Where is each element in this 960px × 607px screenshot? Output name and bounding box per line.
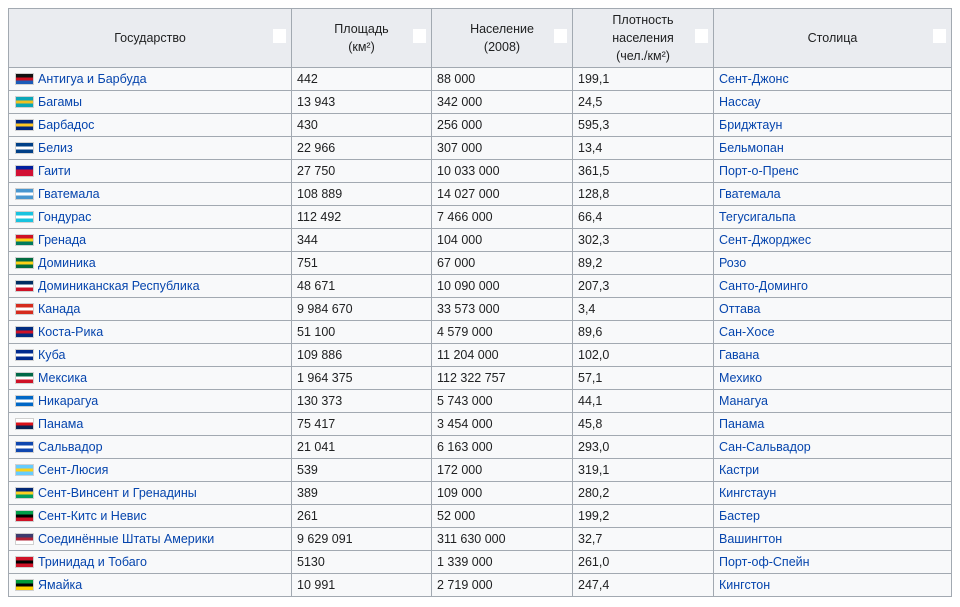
- header-text: (2008): [483, 40, 521, 54]
- table-row: [9, 114, 952, 137]
- country-link[interactable]: Сент-Китс и Невис: [38, 509, 147, 523]
- country-cell: [9, 482, 292, 505]
- table-body: [9, 68, 952, 597]
- capital-cell: [714, 505, 952, 528]
- country-link[interactable]: Сент-Винсент и Гренадины: [38, 486, 197, 500]
- column-header-label: [114, 29, 186, 47]
- population-cell: 52 000: [432, 505, 573, 528]
- area-cell: 51 100: [292, 321, 432, 344]
- column-header-label: [808, 29, 858, 47]
- population-cell: 342 000: [432, 91, 573, 114]
- country-flag-icon: [15, 73, 34, 85]
- country-link[interactable]: Гватемала: [38, 187, 100, 201]
- capital-link[interactable]: Кингстаун: [719, 486, 777, 500]
- area-cell: 539: [292, 459, 432, 482]
- country-link[interactable]: Куба: [38, 348, 66, 362]
- country-link[interactable]: Доминика: [38, 256, 96, 270]
- country-flag-icon: [15, 165, 34, 177]
- capital-link[interactable]: Тегусигальпа: [719, 210, 796, 224]
- capital-cell: [714, 91, 952, 114]
- density-cell: 57,1: [573, 367, 714, 390]
- header-text: Государство: [114, 31, 186, 45]
- area-cell: 22 966: [292, 137, 432, 160]
- capital-cell: [714, 367, 952, 390]
- population-cell: 33 573 000: [432, 298, 573, 321]
- country-link[interactable]: Тринидад и Тобаго: [38, 555, 147, 569]
- country-cell: [9, 91, 292, 114]
- table-row: [9, 137, 952, 160]
- population-cell: 2 719 000: [432, 574, 573, 597]
- header-text: (км²): [348, 40, 375, 54]
- sort-toggle-icon[interactable]: [554, 29, 567, 43]
- country-flag-icon: [15, 234, 34, 246]
- country-cell: [9, 252, 292, 275]
- population-cell: 109 000: [432, 482, 573, 505]
- country-cell: [9, 321, 292, 344]
- population-cell: 11 204 000: [432, 344, 573, 367]
- country-link[interactable]: Белиз: [38, 141, 73, 155]
- density-cell: 261,0: [573, 551, 714, 574]
- country-cell: [9, 229, 292, 252]
- table-row: [9, 413, 952, 436]
- country-link[interactable]: Соединённые Штаты Америки: [38, 532, 215, 546]
- country-flag-icon: [15, 188, 34, 200]
- country-flag-icon: [15, 510, 34, 522]
- countries-table: [8, 8, 952, 597]
- header-row: [9, 9, 952, 68]
- country-cell: [9, 528, 292, 551]
- country-cell: [9, 551, 292, 574]
- population-cell: 256 000: [432, 114, 573, 137]
- country-cell: [9, 436, 292, 459]
- capital-link[interactable]: Сент-Джонс: [719, 72, 789, 86]
- area-cell: 21 041: [292, 436, 432, 459]
- capital-link[interactable]: Порт-о-Пренс: [719, 164, 799, 178]
- country-cell: [9, 413, 292, 436]
- density-cell: 319,1: [573, 459, 714, 482]
- capital-link[interactable]: Мехико: [719, 371, 763, 385]
- country-flag-icon: [15, 464, 34, 476]
- density-cell: 280,2: [573, 482, 714, 505]
- population-cell: 67 000: [432, 252, 573, 275]
- country-flag-icon: [15, 303, 34, 315]
- country-flag-icon: [15, 326, 34, 338]
- density-cell: 595,3: [573, 114, 714, 137]
- country-link[interactable]: Багамы: [38, 95, 82, 109]
- density-cell: 102,0: [573, 344, 714, 367]
- density-cell: 89,6: [573, 321, 714, 344]
- density-cell: 128,8: [573, 183, 714, 206]
- country-cell: [9, 183, 292, 206]
- header-text: населения: [612, 31, 674, 45]
- capital-link[interactable]: Гватемала: [719, 187, 781, 201]
- country-flag-icon: [15, 395, 34, 407]
- area-cell: 9 984 670: [292, 298, 432, 321]
- density-cell: 66,4: [573, 206, 714, 229]
- country-cell: [9, 137, 292, 160]
- area-cell: 9 629 091: [292, 528, 432, 551]
- country-link[interactable]: Гондурас: [38, 210, 92, 224]
- capital-cell: [714, 482, 952, 505]
- capital-link[interactable]: Порт-оф-Спейн: [719, 555, 810, 569]
- density-cell: 293,0: [573, 436, 714, 459]
- capital-cell: [714, 68, 952, 91]
- area-cell: 1 964 375: [292, 367, 432, 390]
- capital-link[interactable]: Санто-Доминго: [719, 279, 808, 293]
- capital-cell: [714, 137, 952, 160]
- country-cell: [9, 298, 292, 321]
- density-cell: 361,5: [573, 160, 714, 183]
- area-cell: 112 492: [292, 206, 432, 229]
- population-cell: 88 000: [432, 68, 573, 91]
- country-link[interactable]: Барбадос: [38, 118, 95, 132]
- country-cell: [9, 160, 292, 183]
- capital-link[interactable]: Манагуа: [719, 394, 768, 408]
- table-row: [9, 390, 952, 413]
- capital-link[interactable]: Бастер: [719, 509, 760, 523]
- country-flag-icon: [15, 579, 34, 591]
- density-cell: 199,2: [573, 505, 714, 528]
- country-link[interactable]: Сальвадор: [38, 440, 103, 454]
- capital-cell: [714, 229, 952, 252]
- population-cell: 10 090 000: [432, 275, 573, 298]
- capital-cell: [714, 344, 952, 367]
- area-cell: 27 750: [292, 160, 432, 183]
- capital-cell: [714, 551, 952, 574]
- population-cell: 4 579 000: [432, 321, 573, 344]
- density-cell: 3,4: [573, 298, 714, 321]
- column-header-label: [470, 20, 534, 56]
- table-row: [9, 505, 952, 528]
- country-flag-icon: [15, 96, 34, 108]
- country-flag-icon: [15, 533, 34, 545]
- country-link[interactable]: Сент-Люсия: [38, 463, 109, 477]
- country-link[interactable]: Гренада: [38, 233, 87, 247]
- country-cell: [9, 275, 292, 298]
- country-flag-icon: [15, 418, 34, 430]
- table-row: [9, 252, 952, 275]
- table-row: [9, 344, 952, 367]
- density-cell: 207,3: [573, 275, 714, 298]
- capital-cell: [714, 206, 952, 229]
- capital-cell: [714, 574, 952, 597]
- table-row: [9, 528, 952, 551]
- country-flag-icon: [15, 211, 34, 223]
- capital-cell: [714, 252, 952, 275]
- population-cell: 14 027 000: [432, 183, 573, 206]
- table-row: [9, 206, 952, 229]
- column-header-label: [612, 11, 674, 65]
- column-header-label: [334, 20, 388, 56]
- capital-cell: [714, 321, 952, 344]
- area-cell: 389: [292, 482, 432, 505]
- country-cell: [9, 206, 292, 229]
- country-cell: [9, 574, 292, 597]
- density-cell: 44,1: [573, 390, 714, 413]
- capital-link[interactable]: Сент-Джорджес: [719, 233, 812, 247]
- table-row: [9, 183, 952, 206]
- table-row: [9, 298, 952, 321]
- density-cell: 199,1: [573, 68, 714, 91]
- table-row: [9, 68, 952, 91]
- capital-link[interactable]: Кингстон: [719, 578, 771, 592]
- header-text: Площадь: [334, 22, 389, 36]
- country-cell: [9, 114, 292, 137]
- table-row: [9, 459, 952, 482]
- area-cell: 430: [292, 114, 432, 137]
- population-cell: 104 000: [432, 229, 573, 252]
- capital-cell: [714, 183, 952, 206]
- capital-cell: [714, 528, 952, 551]
- density-cell: 89,2: [573, 252, 714, 275]
- capital-link[interactable]: Оттава: [719, 302, 761, 316]
- table-row: [9, 275, 952, 298]
- capital-cell: [714, 436, 952, 459]
- population-cell: 6 163 000: [432, 436, 573, 459]
- capital-cell: [714, 114, 952, 137]
- capital-cell: [714, 275, 952, 298]
- capital-link[interactable]: Сан-Хосе: [719, 325, 775, 339]
- sort-toggle-icon[interactable]: [695, 29, 708, 43]
- capital-link[interactable]: Кастри: [719, 463, 760, 477]
- table-row: [9, 436, 952, 459]
- area-cell: 75 417: [292, 413, 432, 436]
- population-cell: 112 322 757: [432, 367, 573, 390]
- country-link[interactable]: Доминиканская Республика: [38, 279, 200, 293]
- capital-link[interactable]: Розо: [719, 256, 747, 270]
- area-cell: 13 943: [292, 91, 432, 114]
- header-text: Столица: [807, 31, 858, 45]
- capital-cell: [714, 459, 952, 482]
- capital-link[interactable]: Сан-Сальвадор: [719, 440, 811, 454]
- area-cell: 261: [292, 505, 432, 528]
- country-cell: [9, 390, 292, 413]
- country-flag-icon: [15, 349, 34, 361]
- area-cell: 344: [292, 229, 432, 252]
- capital-cell: [714, 298, 952, 321]
- country-cell: [9, 367, 292, 390]
- table-row: [9, 160, 952, 183]
- capital-link[interactable]: Бельмопан: [719, 141, 784, 155]
- capital-cell: [714, 413, 952, 436]
- country-cell: [9, 459, 292, 482]
- density-cell: 32,7: [573, 528, 714, 551]
- sort-toggle-icon[interactable]: [933, 29, 946, 43]
- area-cell: 108 889: [292, 183, 432, 206]
- sort-toggle-icon[interactable]: [413, 29, 426, 43]
- area-cell: 442: [292, 68, 432, 91]
- country-link[interactable]: Антигуа и Барбуда: [38, 72, 147, 86]
- country-link[interactable]: Панама: [38, 417, 84, 431]
- country-link[interactable]: Гаити: [38, 164, 71, 178]
- country-flag-icon: [15, 556, 34, 568]
- table-row: [9, 574, 952, 597]
- country-flag-icon: [15, 372, 34, 384]
- column-header-capital[interactable]: [714, 9, 952, 68]
- area-cell: 109 886: [292, 344, 432, 367]
- population-cell: 1 339 000: [432, 551, 573, 574]
- density-cell: 13,4: [573, 137, 714, 160]
- area-cell: 751: [292, 252, 432, 275]
- country-flag-icon: [15, 257, 34, 269]
- header-text: Население: [470, 22, 534, 36]
- country-flag-icon: [15, 280, 34, 292]
- table-row: [9, 229, 952, 252]
- population-cell: 5 743 000: [432, 390, 573, 413]
- country-flag-icon: [15, 142, 34, 154]
- table-row: [9, 367, 952, 390]
- country-link[interactable]: Никарагуа: [38, 394, 99, 408]
- table-row: [9, 482, 952, 505]
- header-text: (чел./км²): [616, 49, 670, 63]
- sort-toggle-icon[interactable]: [273, 29, 286, 43]
- capital-cell: [714, 390, 952, 413]
- table-row: [9, 551, 952, 574]
- area-cell: 10 991: [292, 574, 432, 597]
- population-cell: 307 000: [432, 137, 573, 160]
- area-cell: 5130: [292, 551, 432, 574]
- density-cell: 302,3: [573, 229, 714, 252]
- area-cell: 130 373: [292, 390, 432, 413]
- area-cell: 48 671: [292, 275, 432, 298]
- population-cell: 172 000: [432, 459, 573, 482]
- density-cell: 45,8: [573, 413, 714, 436]
- capital-link[interactable]: Бриджтаун: [719, 118, 783, 132]
- header-text: Плотность: [612, 13, 674, 27]
- capital-link[interactable]: Гавана: [719, 348, 760, 362]
- country-flag-icon: [15, 119, 34, 131]
- capital-cell: [714, 160, 952, 183]
- country-link[interactable]: Коста-Рика: [38, 325, 104, 339]
- population-cell: 3 454 000: [432, 413, 573, 436]
- country-link[interactable]: Ямайка: [38, 578, 83, 592]
- column-header-country[interactable]: [9, 9, 292, 68]
- density-cell: 247,4: [573, 574, 714, 597]
- country-cell: [9, 344, 292, 367]
- country-flag-icon: [15, 441, 34, 453]
- column-header-population[interactable]: [432, 9, 573, 68]
- density-cell: 24,5: [573, 91, 714, 114]
- population-cell: 7 466 000: [432, 206, 573, 229]
- capital-link[interactable]: Нассау: [719, 95, 761, 109]
- column-header-density[interactable]: [573, 9, 714, 68]
- country-flag-icon: [15, 487, 34, 499]
- capital-link[interactable]: Вашингтон: [719, 532, 783, 546]
- country-link[interactable]: Мексика: [38, 371, 88, 385]
- country-link[interactable]: Канада: [38, 302, 81, 316]
- population-cell: 10 033 000: [432, 160, 573, 183]
- country-cell: [9, 505, 292, 528]
- capital-link[interactable]: Панама: [719, 417, 765, 431]
- table-row: [9, 321, 952, 344]
- column-header-area[interactable]: [292, 9, 432, 68]
- population-cell: 311 630 000: [432, 528, 573, 551]
- country-cell: [9, 68, 292, 91]
- table-row: [9, 91, 952, 114]
